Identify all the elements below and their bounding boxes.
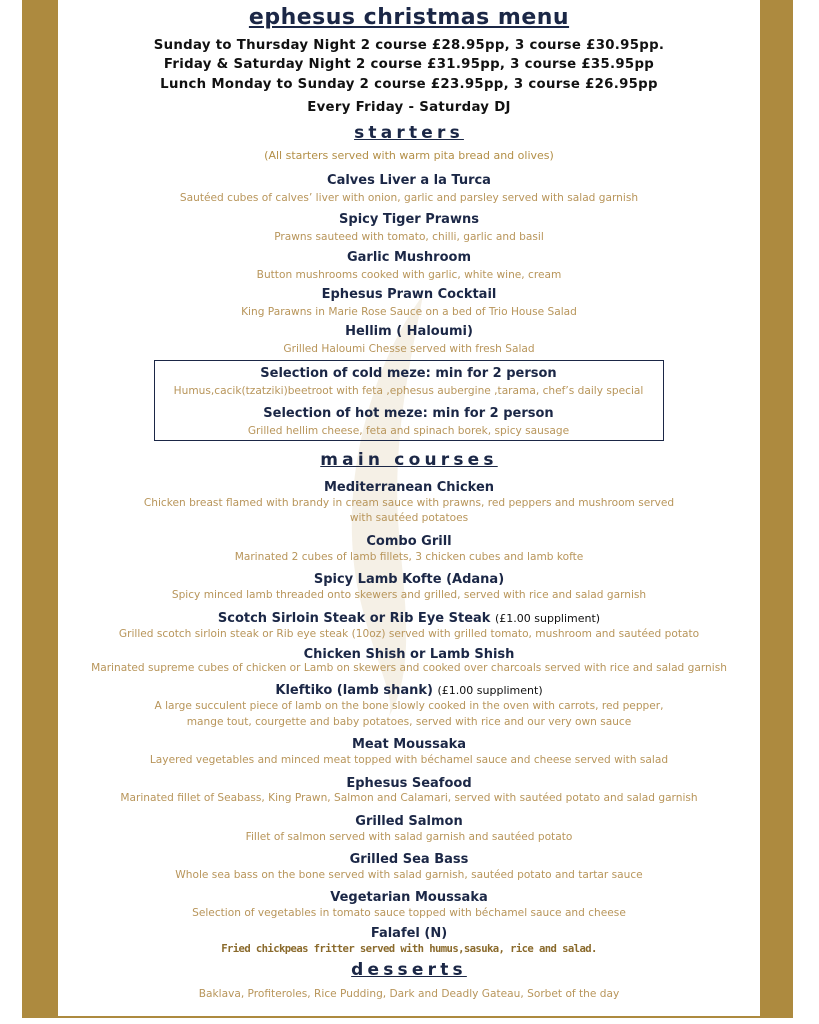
price-line-3: Lunch Monday to Sunday 2 course £23.95pp, 3 course £26.95pp	[160, 77, 658, 92]
main-name: Falafel (N)	[370, 926, 448, 941]
main-desc: mange tout, courgette and baby potatoes, served with rice and our very own sauce	[186, 716, 632, 728]
menu-title: ephesus christmas menu	[248, 5, 570, 30]
main-name: Grilled Sea Bass	[349, 852, 469, 867]
dj-note: Every Friday - Saturday DJ	[307, 100, 511, 115]
main-desc: Selection of vegetables in tomato sauce topped with béchamel sauce and cheese	[192, 907, 626, 919]
main-desc: Layered vegetables and minced meat topped with béchamel sauce and cheese served with salad	[149, 754, 669, 766]
main-name: Spicy Lamb Kofte (Adana)	[313, 572, 505, 587]
main-name: Grilled Salmon	[355, 814, 463, 829]
supplement-note: (£1.00 suppliment)	[437, 684, 543, 697]
meze-box	[154, 360, 664, 441]
menu-page	[58, 0, 760, 1016]
main-name-text: Kleftiko (lamb shank)	[275, 683, 433, 698]
starter-desc: King Parawns in Marie Rose Sauce on a bed of Trio House Salad	[241, 306, 577, 318]
hot-meze-name: Selection of hot meze: min for 2 person	[263, 406, 554, 421]
main-name	[58, 683, 760, 698]
main-desc: Grilled scotch sirloin steak or Rib eye steak (10oz) served with grilled tomato, mushroom and sautéed potato	[118, 628, 700, 640]
main-desc: Marinated supreme cubes of chicken or Lamb on skewers and cooked over charcoals served with rice and salad garnish	[91, 662, 727, 674]
main-name: Vegetarian Moussaka	[330, 890, 488, 905]
starter-desc: Grilled Haloumi Chesse served with fresh Salad	[283, 343, 535, 355]
main-desc: Marinated fillet of Seabass, King Prawn, Salmon and Calamari, served with sautéed potato and salad garnish	[120, 792, 698, 804]
starter-name: Calves Liver a la Turca	[327, 173, 491, 188]
main-name: Mediterranean Chicken	[323, 480, 495, 495]
starter-name: Ephesus Prawn Cocktail	[321, 287, 497, 302]
main-desc: A large succulent piece of lamb on the bone slowly cooked in the oven with carrots, red pepper,	[154, 700, 664, 712]
main-name-text: Scotch Sirloin Steak or Rib Eye Steak	[217, 611, 491, 626]
main-name: Ephesus Seafood	[346, 776, 472, 791]
main-desc: with sautéed potatoes	[349, 512, 469, 524]
main-desc: Marinated 2 cubes of lamb fillets, 3 chicken cubes and lamb kofte	[234, 551, 584, 563]
main-desc: Fillet of salmon served with salad garnish and sautéed potato	[245, 831, 573, 843]
main-name: Meat Moussaka	[351, 737, 467, 752]
starter-name: Garlic Mushroom	[346, 250, 471, 265]
desserts-list: Baklava, Profiteroles, Rice Pudding, Dark and Deadly Gateau, Sorbet of the day	[198, 988, 620, 1000]
main-name: Chicken Shish or Lamb Shish	[303, 647, 515, 662]
main-name: Combo Grill	[366, 534, 452, 549]
main-desc: Fried chickpeas fritter served with humus,sasuka, rice and salad.	[221, 943, 597, 955]
desserts-heading: desserts	[351, 960, 467, 980]
supplement-note: (£1.00 suppliment)	[494, 612, 601, 625]
main-desc: Chicken breast flamed with brandy in cream sauce with prawns, red peppers and mushroom served	[143, 497, 675, 509]
starter-desc: Prawns sauteed with tomato, chilli, garlic and basil	[274, 231, 544, 243]
main-name	[58, 611, 760, 626]
price-line-1: Sunday to Thursday Night 2 course £28.95pp, 3 course £30.95pp.	[153, 38, 665, 53]
cold-meze-name: Selection of cold meze: min for 2 person	[260, 366, 557, 381]
starters-heading: starters	[354, 123, 464, 143]
starters-note: (All starters served with warm pita bread and olives)	[264, 149, 554, 162]
price-line-2: Friday & Saturday Night 2 course £31.95pp, 3 course £35.95pp	[163, 57, 655, 72]
cold-meze-desc: Humus,cacik(tzatziki)beetroot with feta ,ephesus aubergine ,tarama, chef’s daily special	[173, 385, 644, 397]
main-desc: Spicy minced lamb threaded onto skewers and grilled, served with rice and salad garnish	[171, 589, 647, 601]
main-desc: Whole sea bass on the bone served with salad garnish, sautéed potato and tartar sauce	[175, 869, 643, 881]
mains-heading: main courses	[320, 450, 498, 470]
starter-name: Spicy Tiger Prawns	[339, 212, 479, 227]
hot-meze-desc: Grilled hellim cheese, feta and spinach borek, spicy sausage	[247, 425, 570, 437]
starter-name: Hellim ( Haloumi)	[345, 324, 473, 339]
starter-desc: Button mushrooms cooked with garlic, white wine, cream	[256, 269, 562, 281]
starter-desc: Sautéed cubes of calves’ liver with onion, garlic and parsley served with salad garnish	[179, 192, 639, 204]
